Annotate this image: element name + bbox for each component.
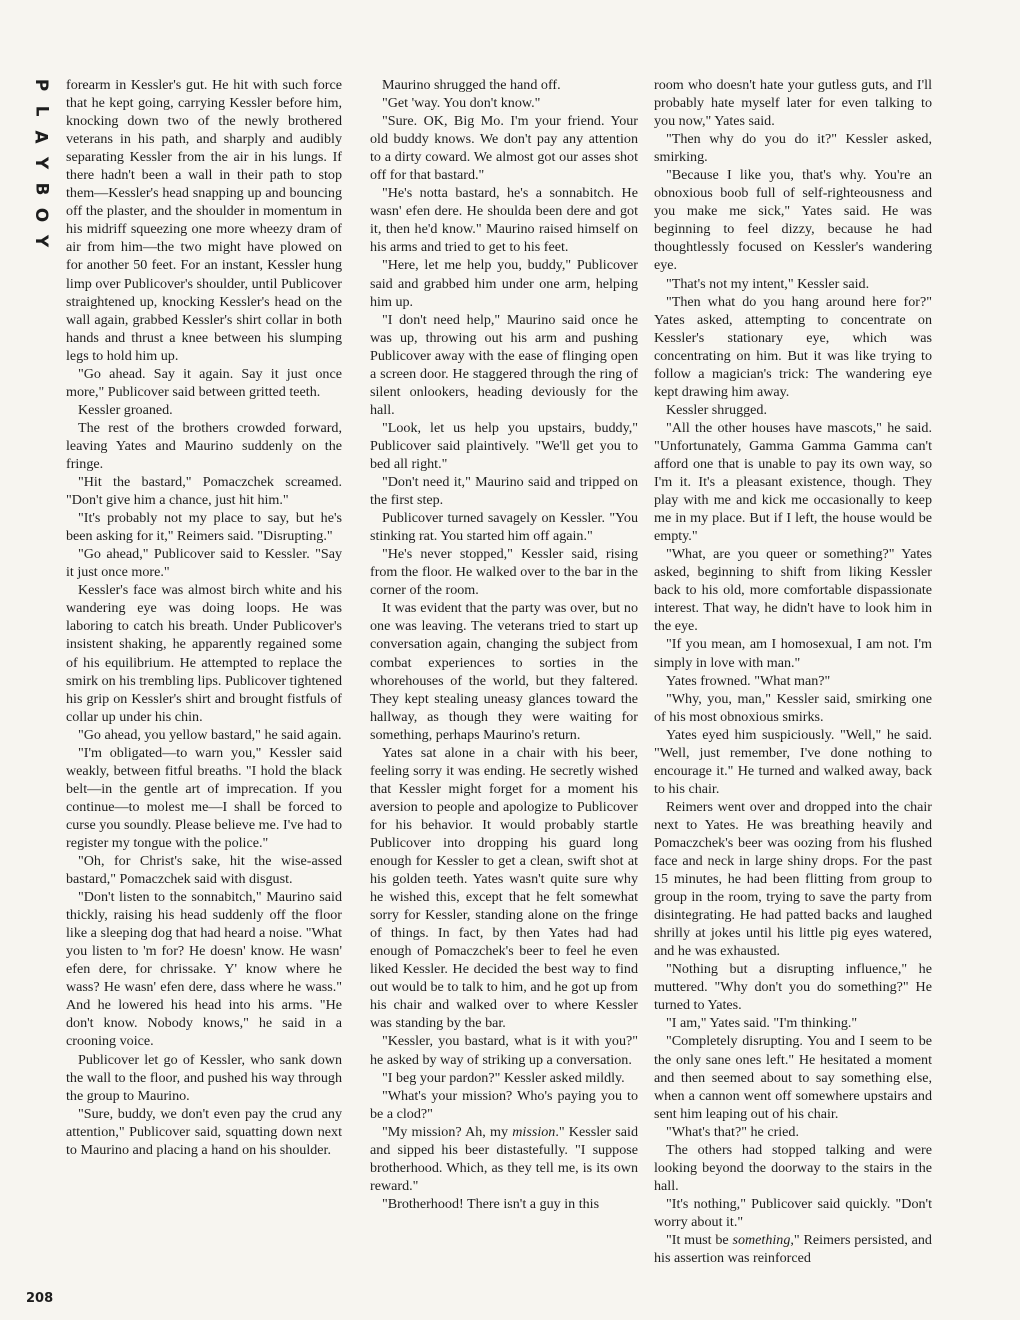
paragraph: "Hit the bastard," Pomaczchek screamed. "Don't give him a chance, just hit him." [66, 474, 342, 509]
paragraph: Reimers went over and dropped into the chair next to Yates. He was breathing heavily and Pomaczchek's beer was oozing from his flushed face and neck in large shiny drops. For the past 15 minutes, he had been flitting from group to group in the room, trying to save the party from disintegrating. He had patted backs and laughed shrilly at jokes until his little pig eyes watered, and he was exhausted. [654, 798, 932, 960]
paragraph: "He's notta bastard, he's a sonnabitch. He wasn' efen dere. He shoulda been dere and got it, then he'd know." Maurino raised himself on his arms and tried to get to his feet. [370, 185, 638, 256]
paragraph: Publicover let go of Kessler, who sank down the wall to the floor, and pushed his way through the group to Maurino. [66, 1051, 342, 1104]
paragraph: "Then what do you hang around here for?" Yates asked, attempting to concentrate on Kessler's stationary eye, which was concentrating on him. But it was like trying to follow a magician's trick: The wandering eye kept drawing him away. [654, 293, 932, 400]
title-letter: Y [31, 156, 51, 170]
paragraph: The rest of the brothers crowded forward, leaving Yates and Maurino suddenly on the fringe. [66, 419, 342, 472]
page-number: 208 [26, 1291, 54, 1306]
paragraph: "What's your mission? Who's paying you to be a clod?" [370, 1087, 638, 1122]
title-letter: P [31, 78, 51, 92]
paragraph: "All the other houses have mascots," he said. "Unfortunately, Gamma Gamma Gamma can't afford one that is unable to pay its own way, so I'm it. It's a pleasant existence, though. They play with me and kick me occasionally to keep me in my place. But if I left, the house would be empty." [654, 419, 932, 545]
paragraph: Maurino shrugged the hand off. [382, 77, 561, 93]
text-column-2 [370, 76, 638, 1213]
paragraph: "I am," Yates said. "I'm thinking." [666, 1015, 858, 1032]
paragraph: "Don't need it," Maurino said and tripped on the first step. [370, 474, 638, 509]
paragraph: "Why, you, man," Kessler said, smirking one of his most obnoxious smirks. [654, 690, 932, 725]
paragraph: "Sure, buddy, we don't even pay the crud any attention," Publicover said, squatting down next to Maurino and placing a hand on his shoulder. [66, 1105, 342, 1158]
paragraph: "I beg your pardon?" Kessler asked mildly. [382, 1069, 625, 1086]
paragraph: "Brotherhood! There isn't a guy in this [382, 1195, 600, 1212]
paragraph: "It's probably not my place to say, but he's been asking for it," Reimers said. "Disrupting." [66, 510, 342, 545]
paragraph: "Go ahead, you yellow bastard," he said again. [78, 726, 342, 743]
paragraph: "I'm obligated—to warn you," Kessler said weakly, between fitful breaths. "I hold the black belt—in the gentle art of imprecation. If you continue—to molest me—I shall be forced to curse you soundly. Please believe me. I've had to register my tongue with the police." [66, 744, 342, 851]
paragraph: "Look, let us help you upstairs, buddy," Publicover said plaintively. "We'll get you to bed all right." [370, 419, 638, 472]
paragraph: "My mission? Ah, my mission." Kessler said and sipped his beer distastefully. "I suppose brotherhood. Which, as they tell me, is its own reward." [370, 1123, 638, 1194]
paragraph: "Kessler, you bastard, what is it with you?" he asked by way of striking up a conversation. [370, 1033, 638, 1068]
paragraph: "Oh, for Christ's sake, hit the wise-assed bastard," Pomaczchek said with disgust. [66, 853, 342, 888]
title-letter: A [30, 130, 51, 144]
paragraph: Yates eyed him suspiciously. "Well," he said. "Well, just remember, I've done nothing to encourage it." He turned and walked away, back to his chair. [654, 726, 932, 797]
paragraph: "Sure. OK, Big Mo. I'm your friend. Your old buddy knows. We don't pay any attention to a dirty coward. We almost got our asses shot off for that bastard." [370, 113, 638, 184]
title-letter: Y [31, 234, 51, 248]
paragraph: Publicover turned savagely on Kessler. "You stinking rat. You started him off again." [370, 510, 638, 545]
paragraph: Kessler shrugged. [666, 401, 767, 418]
paragraph: "Because I like you, that's why. You're an obnoxious boob full of self-righteousness and you make me sick," Yates said. He was beginning to feel dizzy, because he had thoughtlessly focused on Kessler's wandering eye. [654, 167, 932, 274]
paragraph: forearm in Kessler's gut. He hit with such force that he kept going, carrying Kessler before him, knocking down two of the newly brothered veterans in his path, and sharply and audibly separating Kessler from the air in his lungs. If there hadn't been a wall in their path to stop them—Kessler's head snapping up and bouncing off the plaster, and the shoulder in momentum in his midriff squeezing one more wheezy dram of air from him—the two might have plowed on for another 50 feet. For an instant, Kessler hung limp over Publicover's shoulder, until Publicover straightened up, knocking Kessler's head on the wall again, grabbed Kessler's shirt collar in both hands and thrust a knee between his slumping legs to hold him up. [66, 77, 342, 364]
paragraph: "It's nothing," Publicover said quickly. "Don't worry about it." [654, 1195, 932, 1230]
title-letter: O [30, 207, 51, 223]
text-column-3 [654, 76, 932, 1267]
paragraph: It was evident that the party was over, but no one was leaving. The veterans tried to start up conversation again, changing the subject from combat experiences to sorties in the whorehouses of the world, but they faltered. They kept stealing uneasy glances toward the hallway, as though they were waiting for something, perhaps Maurino's return. [370, 600, 638, 743]
paragraph: "Go ahead," Publicover said to Kessler. "Say it just once more." [66, 546, 342, 581]
paragraph: "Completely disrupting. You and I seem to be the only sane ones left." He hesitated a moment and then seemed about to say something else, when a cannon went off somewhere upstairs and sent him leaping out of his chair. [654, 1033, 932, 1122]
paragraph: room who doesn't hate your gutless guts, and I'll probably hate myself later for even talking to you now," Yates said. [654, 77, 932, 130]
title-letter: B [31, 182, 51, 196]
paragraph: "Don't listen to the sonnabitch," Maurino said thickly, raising his head suddenly off the floor like a sleeping dog that had heard a noise. "What you listen to 'm for? He doesn' know. He wasn' efen dere, for chrissake. Y' know where he wass? He wasn' efen dere, dass where he wass." And he lowered his head into his arms. "He don't know. Nobody knows," he said in a crooning voice. [66, 889, 342, 1050]
paragraph: Kessler's face was almost birch white and his wandering eye was doing loops. He was laboring to catch his breath. Under Publicover's insistent shaking, he apparently regained some of his equilibrium. He attempted to replace the smirk on his trembling lips. Publicover tightened his grip on Kessler's shirt and brought fistfuls of collar up under his chin. [66, 582, 342, 725]
paragraph: Yates frowned. "What man?" [666, 672, 831, 689]
paragraph: "Then why do you do it?" Kessler asked, smirking. [654, 131, 932, 166]
paragraph: "It must be something," Reimers persisted, and his assertion was reinforced [654, 1232, 932, 1267]
paragraph: "He's never stopped," Kessler said, rising from the floor. He walked over to the bar in the corner of the room. [370, 546, 638, 599]
paragraph: "Nothing but a disrupting influence," he muttered. "Why don't you do something?" He turned to Yates. [654, 961, 932, 1014]
text-column-1 [66, 76, 342, 1159]
magazine-title-vertical [28, 72, 54, 254]
paragraph: Kessler groaned. [78, 401, 173, 418]
paragraph: "What's that?" he cried. [666, 1123, 800, 1140]
title-letter: L [31, 105, 51, 117]
paragraph: "Here, let me help you, buddy," Publicover said and grabbed him under one arm, helping him up. [370, 257, 638, 310]
paragraph: The others had stopped talking and were looking beyond the doorway to the stairs in the hall. [654, 1141, 932, 1194]
paragraph: "Get 'way. You don't know." [382, 95, 541, 112]
paragraph: Yates sat alone in a chair with his beer, feeling sorry it was ending. He secretly wished that Kessler might forget for a moment his aversion to people and apologize to Publicover for his behavior. It would probably startle Publicover into dropping his guard long enough for Kessler to get a clean, swift shot at his golden teeth. Yates wasn't quite sure why he wished this, except that he felt somewhat sorry for Kessler, standing alone on the fringe of things. In fact, by then Yates had had enough of Pomaczchek's beer to feel he even liked Kessler. He decided the best way to find out would be to talk to him, and he got up from his chair and walked over to where Kessler was standing by the bar. [370, 744, 638, 1032]
paragraph: "That's not my intent," Kessler said. [666, 275, 870, 292]
paragraph: "What, are you queer or something?" Yates asked, beginning to shift from liking Kessler back to his old, more comfortable dispassionate interest. That way, he didn't have to look him in the eye. [654, 546, 932, 635]
paragraph: "If you mean, am I homosexual, I am not. I'm simply in love with man." [654, 636, 932, 671]
paragraph: "I don't need help," Maurino said once he was up, throwing out his arm and pushing Publicover away with the ease of flinging open a screen door. He staggered through the ring of silent onlookers, heading deviously for the hall. [370, 311, 638, 418]
paragraph: "Go ahead. Say it again. Say it just once more," Publicover said between gritted teeth. [66, 365, 342, 400]
